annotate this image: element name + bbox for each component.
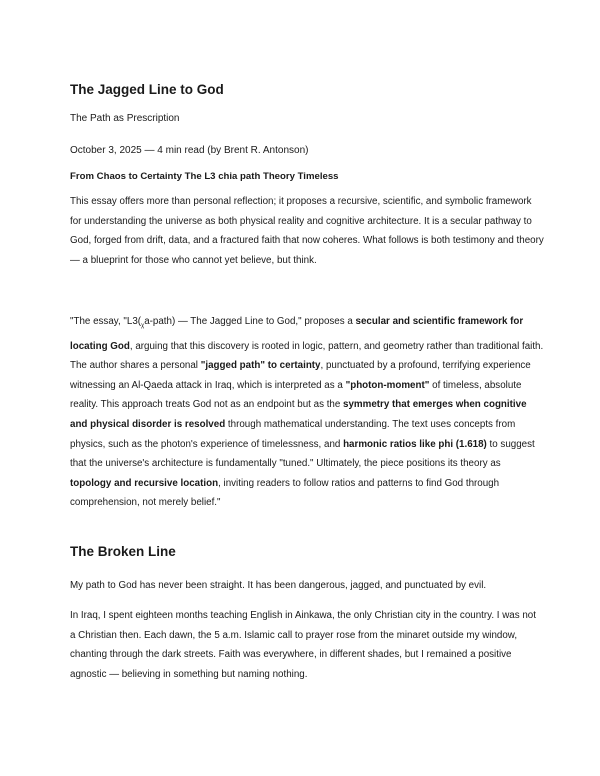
summary-text: through mathematical understanding. The text uses concepts from physics, such as the photon's experience of timelessness, and [70,418,516,450]
page-title: The Jagged Line to God [70,82,224,97]
summary-paragraph [70,312,544,513]
summary-text: of timeless, absolute reality. This approach treats God not as an endpoint but as the [70,379,522,411]
summary-emphasis: harmonic ratios like phi (1.618) [343,438,487,450]
summary-text: to suggest that the universe's architecture is fundamentally "tuned." Ultimately, the piece positions its theory as [70,438,535,470]
summary-emphasis: symmetry that emerges when cognitive and physical disorder is resolved [70,399,527,430]
summary-emphasis: secular and scientific framework for locating God [70,316,524,352]
page-subtitle: The Path as Prescription [70,113,180,124]
broken-line-paragraph-1: My path to God has never been straight. It has been dangerous, jagged, and punctuated by evil. [70,580,487,591]
summary-text: "The essay, "L3( [70,316,142,327]
summary-emphasis: "photon-moment" [345,379,430,391]
summary-chi: χ [141,322,145,329]
summary-text: , arguing that this discovery is rooted in logic, pattern, and geometry rather than traditional faith. The author shares a personal [70,340,544,372]
summary-text: a-path) — The Jagged Line to God," proposes a [144,316,356,327]
summary-text: , inviting readers to follow ratios and patterns to find God through comprehension, not merely belief." [70,477,500,509]
section-heading: The Broken Line [70,544,176,559]
lead-heading: From Chaos to Certainty The L3 chia path Theory Timeless [70,171,339,182]
summary-text: , punctuated by a profound, terrifying experience witnessing an Al-Qaeda attack in Iraq, which is interpreted as a [70,360,531,391]
summary-emphasis: "jagged path" to certainty [200,360,321,372]
broken-line-paragraph-2: In Iraq, I spent eighteen months teaching English in Ainkawa, the only Christian city in the country. I was not a Christian then. Each dawn, the 5 a.m. Islamic call to prayer rose from the minaret outside my window, chanting through the dark streets. Faith was everywhere, in different shades, but I remained a positive agnostic — believing in something but naming nothing. [70,610,536,680]
intro-paragraph: This essay offers more than personal reflection; it proposes a recursive, scientific, and symbolic framework for understanding the universe as both physical reality and cognitive architecture. It is a secular pathway to God, forged from drift, data, and a fractured faith that now coheres. What follows is both testimony and theory — a blueprint for those who cannot yet believe, but think. [70,196,544,266]
summary-emphasis: topology and recursive location [70,477,219,489]
dateline: October 3, 2025 — 4 min read (by Brent R. Antonson) [70,145,309,156]
